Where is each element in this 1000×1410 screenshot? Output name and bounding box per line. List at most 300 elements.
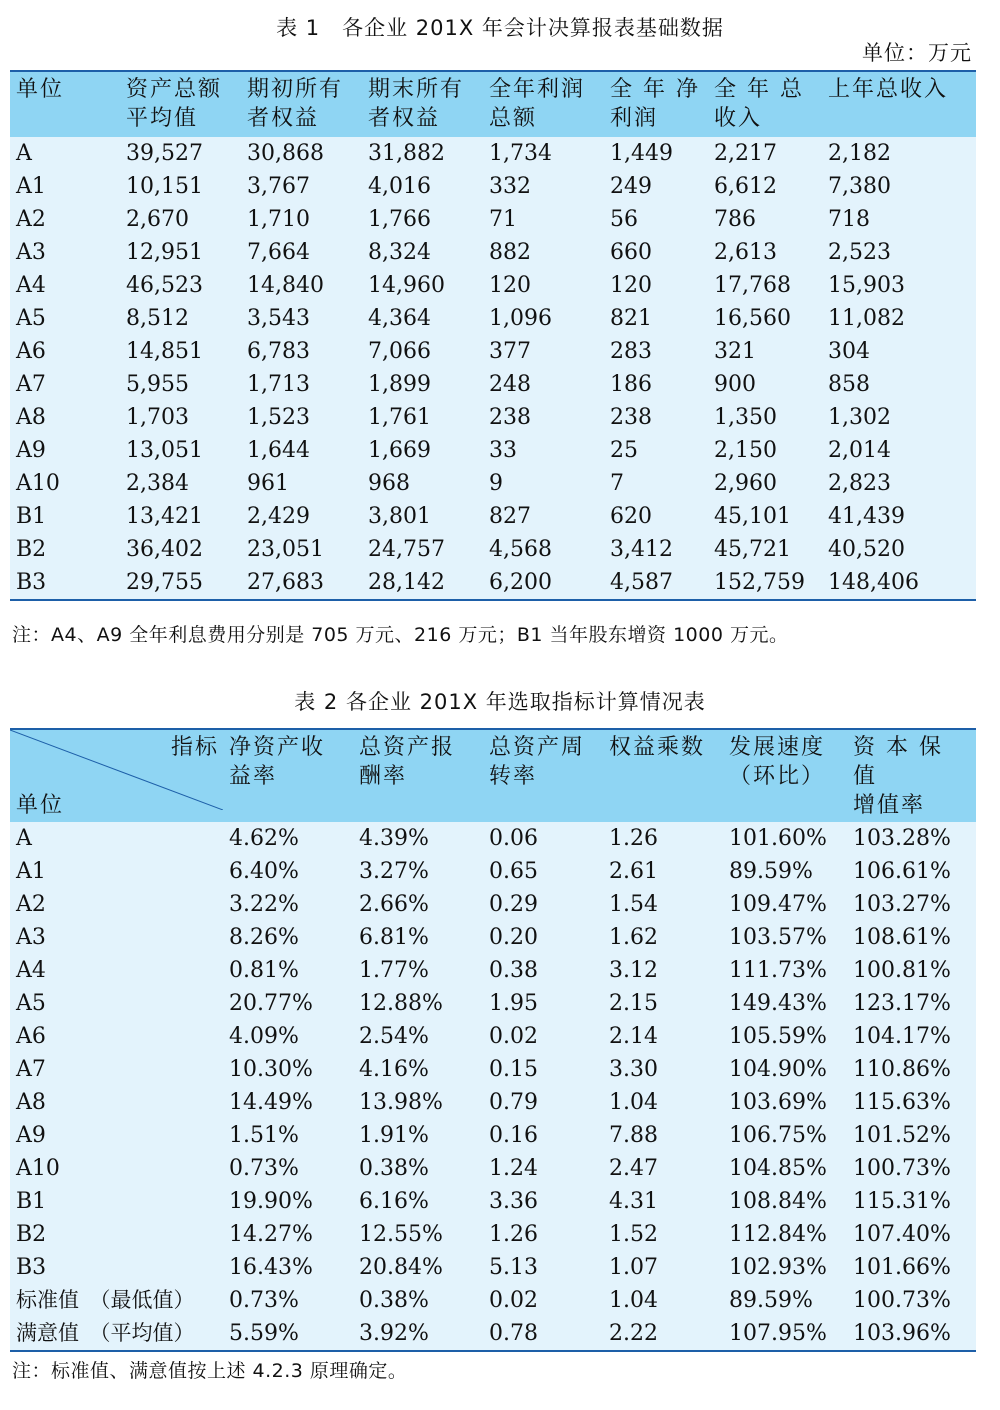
data-cell: 961 bbox=[247, 471, 289, 496]
data-cell: 1,644 bbox=[247, 438, 310, 463]
column-header-line: 上年总收入 bbox=[828, 77, 949, 102]
data-cell: 2.14 bbox=[609, 1024, 658, 1049]
table-row bbox=[10, 1218, 976, 1251]
data-cell: 4.31 bbox=[609, 1189, 658, 1214]
data-cell: 27,683 bbox=[247, 570, 324, 595]
data-cell: 249 bbox=[610, 174, 652, 199]
data-cell: 102.93% bbox=[729, 1255, 827, 1280]
data-cell: 5.13 bbox=[489, 1255, 538, 1280]
data-cell: 827 bbox=[489, 504, 531, 529]
row-label-cell: A3 bbox=[16, 240, 46, 265]
data-cell: 0.38% bbox=[359, 1156, 429, 1181]
data-cell: 7,664 bbox=[247, 240, 310, 265]
table-row bbox=[10, 401, 976, 434]
data-cell: 248 bbox=[489, 372, 531, 397]
data-cell: 1.54 bbox=[609, 892, 658, 917]
data-cell: 377 bbox=[489, 339, 531, 364]
data-cell: 14,851 bbox=[126, 339, 203, 364]
data-cell: 0.38 bbox=[489, 958, 538, 983]
row-label-cell: A5 bbox=[16, 991, 46, 1016]
table2 bbox=[10, 728, 976, 1352]
column-header-line: 期初所有 bbox=[247, 77, 344, 102]
data-cell: 1,523 bbox=[247, 405, 310, 430]
column-header-line: 平均值 bbox=[126, 106, 199, 131]
data-cell: 2,182 bbox=[828, 141, 891, 166]
data-cell: 14,840 bbox=[247, 273, 324, 298]
data-cell: 2,217 bbox=[714, 141, 777, 166]
table-row bbox=[10, 1053, 976, 1086]
column-header-line: 益率 bbox=[229, 764, 278, 789]
data-cell: 4,364 bbox=[368, 306, 431, 331]
data-cell: 100.81% bbox=[853, 958, 951, 983]
data-cell: 3.30 bbox=[609, 1057, 658, 1082]
data-cell: 0.15 bbox=[489, 1057, 538, 1082]
row-label-cell: A6 bbox=[16, 339, 46, 364]
data-cell: 13,051 bbox=[126, 438, 203, 463]
data-cell: 2,523 bbox=[828, 240, 891, 265]
data-cell: 16.43% bbox=[229, 1255, 313, 1280]
row-label-cell: A5 bbox=[16, 306, 46, 331]
table-row bbox=[10, 203, 976, 236]
data-cell: 6.81% bbox=[359, 925, 429, 950]
column-header-line: 增值率 bbox=[853, 793, 926, 818]
data-cell: 17,768 bbox=[714, 273, 791, 298]
data-cell: 2.61 bbox=[609, 859, 658, 884]
column-header-line: 总资产报 bbox=[359, 735, 456, 760]
data-cell: 5.59% bbox=[229, 1321, 299, 1346]
data-cell: 101.60% bbox=[729, 826, 827, 851]
column-header-line: 全 年 净 bbox=[610, 77, 700, 102]
data-cell: 0.29 bbox=[489, 892, 538, 917]
table-row bbox=[10, 1119, 976, 1152]
data-cell: 14,960 bbox=[368, 273, 445, 298]
row-label-cell: B1 bbox=[16, 504, 47, 529]
data-cell: 12.88% bbox=[359, 991, 443, 1016]
data-cell: 968 bbox=[368, 471, 410, 496]
data-cell: 13,421 bbox=[126, 504, 203, 529]
data-cell: 238 bbox=[610, 405, 652, 430]
data-cell: 5,955 bbox=[126, 372, 189, 397]
corner-indicator-label: 指标 bbox=[170, 735, 219, 760]
row-label-cell: A8 bbox=[16, 405, 46, 430]
data-cell: 12.55% bbox=[359, 1222, 443, 1247]
table-row bbox=[10, 1152, 976, 1185]
table-row bbox=[10, 954, 976, 987]
table-row bbox=[10, 1020, 976, 1053]
data-cell: 71 bbox=[489, 207, 517, 232]
data-cell: 1.04 bbox=[609, 1288, 658, 1313]
data-cell: 6,612 bbox=[714, 174, 777, 199]
data-cell: 3,801 bbox=[368, 504, 431, 529]
column-header-line: （环比） bbox=[729, 764, 826, 789]
column-header bbox=[723, 729, 847, 822]
data-cell: 2.66% bbox=[359, 892, 429, 917]
column-header bbox=[362, 71, 483, 137]
row-label-cell: A9 bbox=[16, 1123, 46, 1148]
data-cell: 149.43% bbox=[729, 991, 827, 1016]
data-cell: 45,721 bbox=[714, 537, 791, 562]
column-header bbox=[353, 729, 483, 822]
table-row bbox=[10, 921, 976, 954]
table-row bbox=[10, 1317, 976, 1351]
row-label-cell: A10 bbox=[16, 471, 60, 496]
data-cell: 0.16 bbox=[489, 1123, 538, 1148]
data-cell: 0.06 bbox=[489, 826, 538, 851]
data-cell: 7,380 bbox=[828, 174, 891, 199]
data-cell: 2,613 bbox=[714, 240, 777, 265]
row-label-cell: A4 bbox=[16, 273, 46, 298]
column-header-line: 资产总额 bbox=[126, 77, 223, 102]
column-header-line: 转率 bbox=[489, 764, 538, 789]
data-cell: 660 bbox=[610, 240, 652, 265]
table-row bbox=[10, 269, 976, 302]
data-cell: 2,960 bbox=[714, 471, 777, 496]
data-cell: 14.27% bbox=[229, 1222, 313, 1247]
row-label-cell: A1 bbox=[16, 174, 46, 199]
data-cell: 6,783 bbox=[247, 339, 310, 364]
table1-header-row bbox=[10, 71, 976, 137]
data-cell: 2,670 bbox=[126, 207, 189, 232]
data-cell: 8,324 bbox=[368, 240, 431, 265]
data-cell: 45,101 bbox=[714, 504, 791, 529]
data-cell: 103.69% bbox=[729, 1090, 827, 1115]
data-cell: 30,868 bbox=[247, 141, 324, 166]
row-label-cell: A bbox=[16, 141, 32, 166]
data-cell: 104.17% bbox=[853, 1024, 951, 1049]
data-cell: 786 bbox=[714, 207, 756, 232]
row-label-cell: B3 bbox=[16, 1255, 47, 1280]
table-row bbox=[10, 467, 976, 500]
data-cell: 107.95% bbox=[729, 1321, 827, 1346]
column-header-line: 收入 bbox=[714, 106, 763, 131]
column-header-line: 者权益 bbox=[368, 106, 441, 131]
data-cell: 14.49% bbox=[229, 1090, 313, 1115]
data-cell: 89.59% bbox=[729, 1288, 813, 1313]
row-label-cell: A8 bbox=[16, 1090, 46, 1115]
table2-note: 注：标准值、满意值按上述 4.2.3 原理确定。 bbox=[12, 1360, 408, 1382]
data-cell: 103.57% bbox=[729, 925, 827, 950]
data-cell: 11,082 bbox=[828, 306, 905, 331]
table2-body bbox=[10, 822, 976, 1351]
data-cell: 3.27% bbox=[359, 859, 429, 884]
table-row bbox=[10, 1185, 976, 1218]
row-label-cell: B2 bbox=[16, 537, 47, 562]
data-cell: 110.86% bbox=[853, 1057, 951, 1082]
data-cell: 0.73% bbox=[229, 1288, 299, 1313]
data-cell: 4,587 bbox=[610, 570, 673, 595]
row-label-cell: 满意值 （平均值） bbox=[16, 1321, 195, 1345]
table-row bbox=[10, 533, 976, 566]
data-cell: 332 bbox=[489, 174, 531, 199]
data-cell: 8,512 bbox=[126, 306, 189, 331]
table-row bbox=[10, 1284, 976, 1317]
column-header-line: 全 年 总 bbox=[714, 77, 804, 102]
data-cell: 821 bbox=[610, 306, 652, 331]
row-label-cell: A7 bbox=[16, 372, 46, 397]
table2-header-row bbox=[10, 729, 976, 822]
column-header-line: 总额 bbox=[489, 106, 538, 131]
data-cell: 1,766 bbox=[368, 207, 431, 232]
data-cell: 6,200 bbox=[489, 570, 552, 595]
row-label-cell: A2 bbox=[16, 207, 46, 232]
data-cell: 41,439 bbox=[828, 504, 905, 529]
table-row bbox=[10, 987, 976, 1020]
data-cell: 29,755 bbox=[126, 570, 203, 595]
column-header-line: 者权益 bbox=[247, 106, 320, 131]
data-cell: 1.26 bbox=[609, 826, 658, 851]
table-row bbox=[10, 302, 976, 335]
column-header-line: 资 本 保 值 bbox=[853, 735, 943, 789]
data-cell: 15,903 bbox=[828, 273, 905, 298]
data-cell: 1.77% bbox=[359, 958, 429, 983]
corner-unit-label: 单位 bbox=[16, 793, 65, 818]
data-cell: 23,051 bbox=[247, 537, 324, 562]
data-cell: 718 bbox=[828, 207, 870, 232]
data-cell: 1,669 bbox=[368, 438, 431, 463]
data-cell: 3,543 bbox=[247, 306, 310, 331]
data-cell: 2.47 bbox=[609, 1156, 658, 1181]
data-cell: 103.96% bbox=[853, 1321, 951, 1346]
data-cell: 321 bbox=[714, 339, 756, 364]
column-header bbox=[603, 729, 723, 822]
table-row bbox=[10, 888, 976, 921]
data-cell: 108.84% bbox=[729, 1189, 827, 1214]
table-row bbox=[10, 368, 976, 401]
table-row bbox=[10, 335, 976, 368]
data-cell: 2,150 bbox=[714, 438, 777, 463]
column-header-line: 酬率 bbox=[359, 764, 408, 789]
column-header bbox=[223, 729, 353, 822]
row-label-cell: A2 bbox=[16, 892, 46, 917]
data-cell: 3.92% bbox=[359, 1321, 429, 1346]
data-cell: 0.78 bbox=[489, 1321, 538, 1346]
data-cell: 107.40% bbox=[853, 1222, 951, 1247]
table-row bbox=[10, 170, 976, 203]
table1-body bbox=[10, 137, 976, 600]
column-header bbox=[10, 71, 120, 137]
data-cell: 120 bbox=[610, 273, 652, 298]
data-cell: 1,899 bbox=[368, 372, 431, 397]
data-cell: 4,016 bbox=[368, 174, 431, 199]
data-cell: 105.59% bbox=[729, 1024, 827, 1049]
table2-title: 表 2 各企业 201X 年选取指标计算情况表 bbox=[294, 690, 706, 714]
data-cell: 100.73% bbox=[853, 1288, 951, 1313]
data-cell: 12,951 bbox=[126, 240, 203, 265]
data-cell: 103.28% bbox=[853, 826, 951, 851]
data-cell: 1.52 bbox=[609, 1222, 658, 1247]
data-cell: 33 bbox=[489, 438, 517, 463]
data-cell: 19.90% bbox=[229, 1189, 313, 1214]
data-cell: 3.36 bbox=[489, 1189, 538, 1214]
data-cell: 3,767 bbox=[247, 174, 310, 199]
data-cell: 4.39% bbox=[359, 826, 429, 851]
data-cell: 1.91% bbox=[359, 1123, 429, 1148]
data-cell: 0.65 bbox=[489, 859, 538, 884]
data-cell: 2,429 bbox=[247, 504, 310, 529]
data-cell: 1.95 bbox=[489, 991, 538, 1016]
data-cell: 186 bbox=[610, 372, 652, 397]
data-cell: 6.40% bbox=[229, 859, 299, 884]
data-cell: 2,014 bbox=[828, 438, 891, 463]
row-label-cell: B1 bbox=[16, 1189, 47, 1214]
table1-title: 表 1 各企业 201X 年会计决算报表基础数据 bbox=[276, 16, 724, 40]
data-cell: 1,761 bbox=[368, 405, 431, 430]
data-cell: 36,402 bbox=[126, 537, 203, 562]
data-cell: 2,823 bbox=[828, 471, 891, 496]
column-header-line: 单位 bbox=[16, 77, 65, 102]
data-cell: 10,151 bbox=[126, 174, 203, 199]
data-cell: 0.81% bbox=[229, 958, 299, 983]
data-cell: 283 bbox=[610, 339, 652, 364]
data-cell: 304 bbox=[828, 339, 870, 364]
data-cell: 6.16% bbox=[359, 1189, 429, 1214]
column-header bbox=[120, 71, 241, 137]
column-header-line: 利润 bbox=[610, 106, 659, 131]
data-cell: 56 bbox=[610, 207, 638, 232]
data-cell: 1.07 bbox=[609, 1255, 658, 1280]
table-row bbox=[10, 1251, 976, 1284]
data-cell: 0.73% bbox=[229, 1156, 299, 1181]
data-cell: 4,568 bbox=[489, 537, 552, 562]
column-header bbox=[241, 71, 362, 137]
data-cell: 109.47% bbox=[729, 892, 827, 917]
column-header bbox=[483, 729, 603, 822]
data-cell: 115.63% bbox=[853, 1090, 951, 1115]
data-cell: 89.59% bbox=[729, 859, 813, 884]
data-cell: 13.98% bbox=[359, 1090, 443, 1115]
data-cell: 7,066 bbox=[368, 339, 431, 364]
data-cell: 4.09% bbox=[229, 1024, 299, 1049]
data-cell: 106.61% bbox=[853, 859, 951, 884]
data-cell: 4.16% bbox=[359, 1057, 429, 1082]
row-label-cell: B2 bbox=[16, 1222, 47, 1247]
data-cell: 39,527 bbox=[126, 141, 203, 166]
column-header-line: 总资产周 bbox=[489, 735, 586, 760]
data-cell: 1.24 bbox=[489, 1156, 538, 1181]
data-cell: 1.26 bbox=[489, 1222, 538, 1247]
data-cell: 1,734 bbox=[489, 141, 552, 166]
data-cell: 101.66% bbox=[853, 1255, 951, 1280]
column-header-line: 全年利润 bbox=[489, 77, 586, 102]
corner-header-cell bbox=[10, 729, 223, 822]
row-label-cell: 标准值 （最低值） bbox=[16, 1288, 195, 1312]
row-label-cell: A1 bbox=[16, 859, 46, 884]
data-cell: 3,412 bbox=[610, 537, 673, 562]
data-cell: 115.31% bbox=[853, 1189, 951, 1214]
data-cell: 112.84% bbox=[729, 1222, 827, 1247]
table1-note: 注：A4、A9 全年利息费用分别是 705 万元、216 万元；B1 当年股东增资 1000 万元。 bbox=[12, 624, 789, 646]
data-cell: 20.84% bbox=[359, 1255, 443, 1280]
row-label-cell: A bbox=[16, 826, 32, 851]
data-cell: 7.88 bbox=[609, 1123, 658, 1148]
data-cell: 0.20 bbox=[489, 925, 538, 950]
data-cell: 20.77% bbox=[229, 991, 313, 1016]
table-row bbox=[10, 500, 976, 533]
data-cell: 2.22 bbox=[609, 1321, 658, 1346]
column-header bbox=[822, 71, 976, 137]
column-header bbox=[708, 71, 822, 137]
data-cell: 16,560 bbox=[714, 306, 791, 331]
row-label-cell: A6 bbox=[16, 1024, 46, 1049]
data-cell: 100.73% bbox=[853, 1156, 951, 1181]
row-label-cell: A3 bbox=[16, 925, 46, 950]
data-cell: 148,406 bbox=[828, 570, 919, 595]
row-label-cell: A4 bbox=[16, 958, 46, 983]
data-cell: 106.75% bbox=[729, 1123, 827, 1148]
data-cell: 103.27% bbox=[853, 892, 951, 917]
data-cell: 10.30% bbox=[229, 1057, 313, 1082]
data-cell: 882 bbox=[489, 240, 531, 265]
table-row bbox=[10, 137, 976, 170]
data-cell: 7 bbox=[610, 471, 624, 496]
data-cell: 104.90% bbox=[729, 1057, 827, 1082]
row-label-cell: A10 bbox=[16, 1156, 60, 1181]
data-cell: 120 bbox=[489, 273, 531, 298]
data-cell: 4.62% bbox=[229, 826, 299, 851]
data-cell: 0.02 bbox=[489, 1024, 538, 1049]
column-header bbox=[604, 71, 708, 137]
data-cell: 1,350 bbox=[714, 405, 777, 430]
data-cell: 1,449 bbox=[610, 141, 673, 166]
table1 bbox=[10, 70, 976, 601]
column-header-line: 期末所有 bbox=[368, 77, 465, 102]
data-cell: 1,713 bbox=[247, 372, 310, 397]
data-cell: 1.62 bbox=[609, 925, 658, 950]
data-cell: 2.15 bbox=[609, 991, 658, 1016]
data-cell: 104.85% bbox=[729, 1156, 827, 1181]
data-cell: 0.79 bbox=[489, 1090, 538, 1115]
data-cell: 858 bbox=[828, 372, 870, 397]
data-cell: 900 bbox=[714, 372, 756, 397]
data-cell: 620 bbox=[610, 504, 652, 529]
data-cell: 2,384 bbox=[126, 471, 189, 496]
data-cell: 8.26% bbox=[229, 925, 299, 950]
data-cell: 1,710 bbox=[247, 207, 310, 232]
column-header-line: 发展速度 bbox=[729, 735, 826, 760]
table-row bbox=[10, 434, 976, 467]
data-cell: 152,759 bbox=[714, 570, 805, 595]
data-cell: 1,096 bbox=[489, 306, 552, 331]
data-cell: 1,703 bbox=[126, 405, 189, 430]
column-header-line: 净资产收 bbox=[229, 735, 326, 760]
data-cell: 1.04 bbox=[609, 1090, 658, 1115]
data-cell: 2.54% bbox=[359, 1024, 429, 1049]
row-label-cell: B3 bbox=[16, 570, 47, 595]
table-row bbox=[10, 566, 976, 600]
data-cell: 31,882 bbox=[368, 141, 445, 166]
row-label-cell: A9 bbox=[16, 438, 46, 463]
table1-unit: 单位：万元 bbox=[862, 41, 972, 65]
table-row bbox=[10, 822, 976, 855]
table-row bbox=[10, 855, 976, 888]
data-cell: 111.73% bbox=[729, 958, 827, 983]
column-header bbox=[847, 729, 976, 822]
data-cell: 238 bbox=[489, 405, 531, 430]
data-cell: 0.38% bbox=[359, 1288, 429, 1313]
table-row bbox=[10, 236, 976, 269]
data-cell: 24,757 bbox=[368, 537, 445, 562]
data-cell: 108.61% bbox=[853, 925, 951, 950]
row-label-cell: A7 bbox=[16, 1057, 46, 1082]
column-header-line: 权益乘数 bbox=[609, 735, 706, 760]
data-cell: 123.17% bbox=[853, 991, 951, 1016]
data-cell: 1.51% bbox=[229, 1123, 299, 1148]
data-cell: 101.52% bbox=[853, 1123, 951, 1148]
data-cell: 0.02 bbox=[489, 1288, 538, 1313]
data-cell: 9 bbox=[489, 471, 503, 496]
data-cell: 1,302 bbox=[828, 405, 891, 430]
table-row bbox=[10, 1086, 976, 1119]
